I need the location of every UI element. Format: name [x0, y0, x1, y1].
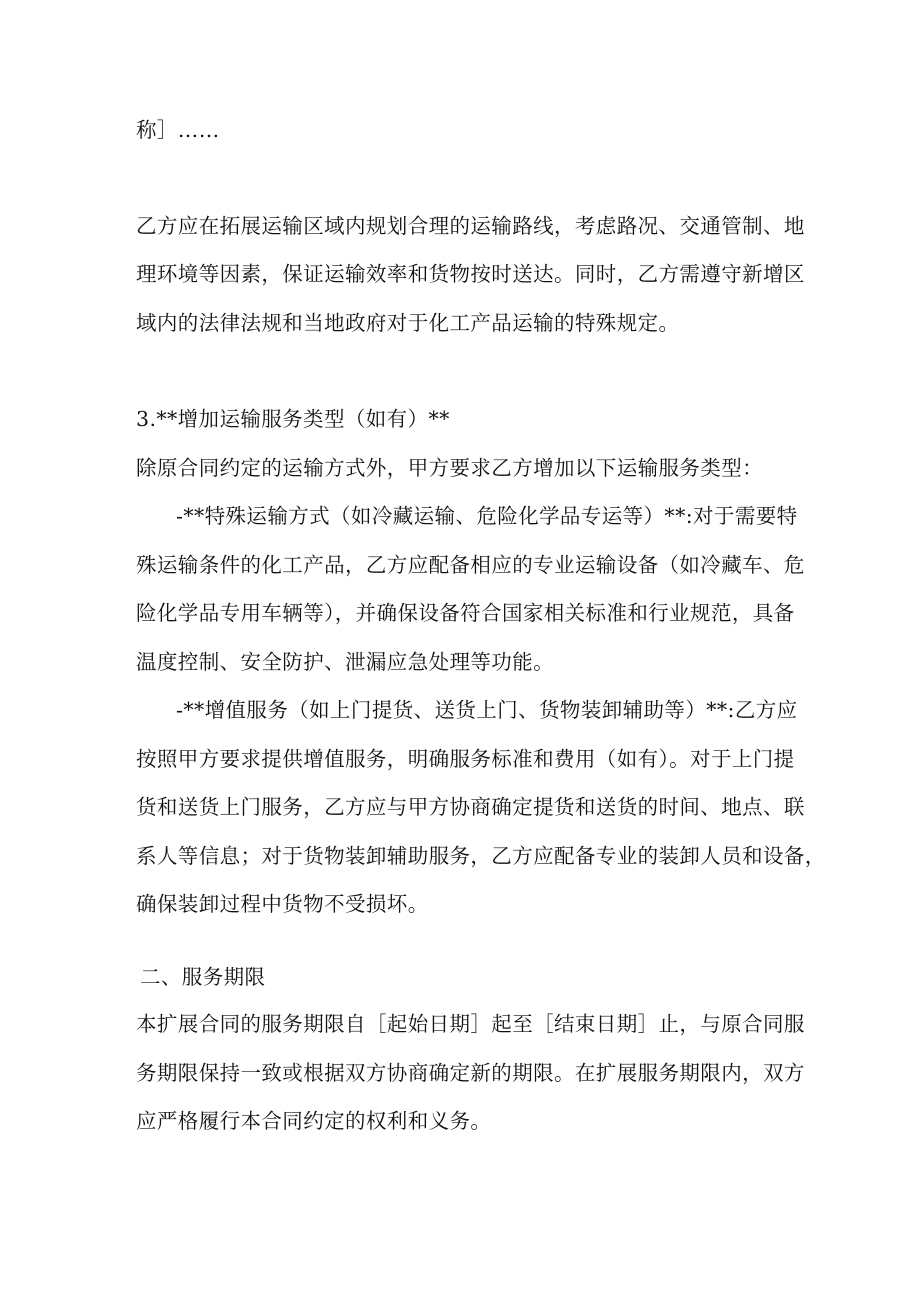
section-heading: 二、服务期限 [140, 965, 266, 989]
text-line: 温度控制、安全防护、泄漏应急处理等功能。 [136, 650, 554, 674]
text-line: 本扩展合同的服务期限自［起始日期］起至［结束日期］止，与原合同服 [136, 1012, 805, 1036]
text-line: 除原合同约定的运输方式外，甲方要求乙方增加以下运输服务类型： [136, 456, 763, 480]
text-line: 险化学品专用车辆等），并确保设备符合国家相关标准和行业规范，具备 [136, 601, 795, 625]
text-line: 称］…… [136, 118, 220, 142]
text-line: 按照甲方要求提供增值服务，明确服务标准和费用（如有）。对于上门提 [136, 747, 795, 771]
text-line: 域内的法律法规和当地政府对于化工产品运输的特殊规定。 [136, 311, 680, 335]
list-item-line: -**增值服务（如上门提货、送货上门、货物装卸辅助等）**:乙方应 [176, 698, 798, 722]
text-line: 理环境等因素，保证运输效率和货物按时送达。同时，乙方需遵守新增区 [136, 262, 805, 286]
text-line: 确保装卸过程中货物不受损坏。 [136, 892, 429, 916]
text-line: 殊运输条件的化工产品，乙方应配备相应的专业运输设备（如冷藏车、危 [136, 553, 805, 577]
section-heading: 3.**增加运输服务类型（如有）** [136, 407, 450, 431]
text-line: 货和送货上门服务，乙方应与甲方协商确定提货和送货的时间、地点、联 [136, 795, 805, 819]
text-line: 系人等信息；对于货物装卸辅助服务，乙方应配备专业的装卸人员和设备， [136, 844, 826, 868]
text-line: 务期限保持一致或根据双方协商确定新的期限。在扩展服务期限内，双方 [136, 1061, 805, 1085]
text-line: 应严格履行本合同约定的权利和义务。 [136, 1109, 492, 1133]
text-line: 乙方应在拓展运输区域内规划合理的运输路线，考虑路况、交通管制、地 [136, 214, 805, 238]
list-item-line: -**特殊运输方式（如冷藏运输、危险化学品专运等）**:对于需要特 [176, 504, 798, 528]
